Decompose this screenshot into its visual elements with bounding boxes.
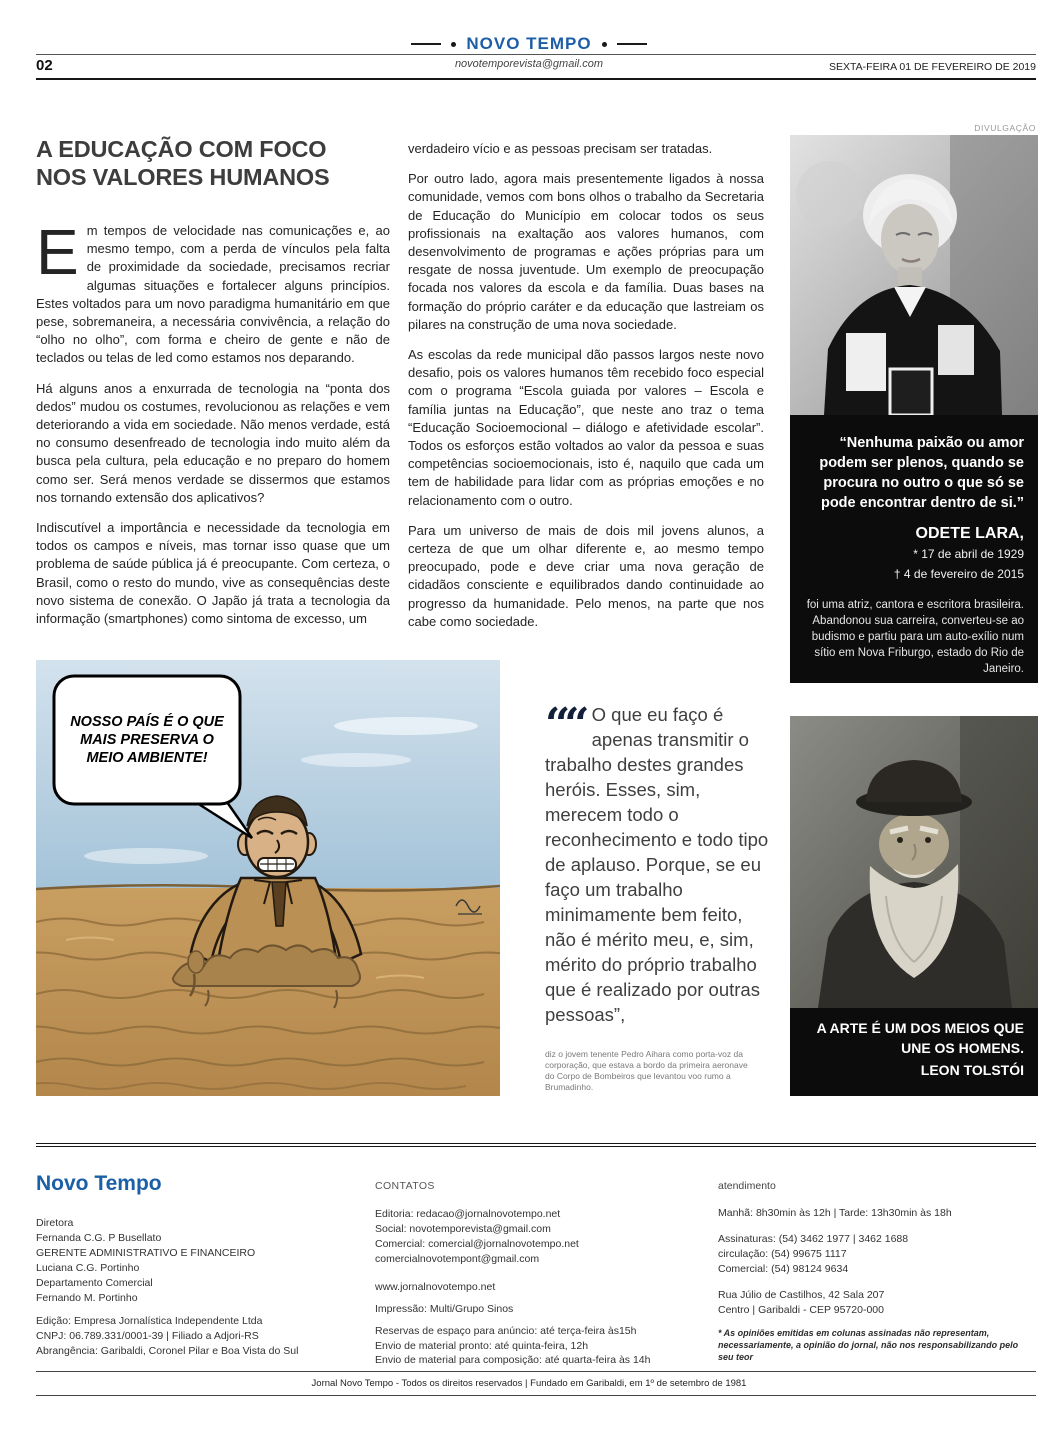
contacts-title: CONTATOS — [375, 1180, 435, 1192]
article-paragraph: Por outro lado, agora mais presentemente ligados à nossa comunidade, vemos com bons olhos o trabalho da Secretaria de Educação do Município em colocar todos os seus profissionais na exaltação aos valores humanos, com desenvolvimento de programas e ações próprias para um resgate de nossa juventude. Um exemplo de preocupação focada nos valores da escola e da família. Duas bases na formação do próprio caráter e da educação que lastreiam os pilares na construção de uma nova sociedade. — [408, 171, 764, 332]
company-line: CNPJ: 06.789.331/0001-39 | Filiado a Adjori-RS — [36, 1330, 259, 1342]
tolstoi-box — [790, 716, 1038, 1096]
odete-bio: foi uma atriz, cantora e escritora brasileira. Abandonou sua carreira, converteu-se ao budismo e partiu para um auto-exílio num sítio em Nova Friburgo, estado do Rio de Janeiro. — [806, 599, 1024, 675]
masthead-dot-right-icon — [602, 42, 607, 47]
article-paragraph: Para um universo de mais de dois mil jovens alunos, a certeza de que um olhar diferente e, ao mesmo tempo preocupado, pode e deve criar uma nova geração de cidadãos consciente e equilibrados dando continuidade ao progresso da humanidade. Pelo menos, na parte que nos cabe como sociedade. — [408, 522, 764, 629]
phone-line: Assinaturas: (54) 3462 1977 | 3462 1688 — [718, 1233, 909, 1245]
footer-deadlines — [375, 1324, 651, 1368]
contact-line[interactable]: Social: novotemporevista@gmail.com — [375, 1223, 551, 1235]
company-line: Abrangência: Garibaldi, Coronel Pilar e Boa Vista do Sul — [36, 1345, 299, 1357]
masthead — [0, 34, 1058, 54]
staff-line: Departamento Comercial — [36, 1277, 153, 1289]
footer-phones — [718, 1232, 908, 1277]
article-headline: A EDUCAÇÃO COM FOCO NOS VALORES HUMANOS — [36, 136, 330, 190]
footer-rule-top-2 — [36, 1146, 1036, 1147]
pull-quote-text: O que eu faço é apenas transmitir o trabalho destes grandes heróis. Esses, sim, merecem todo o reconhecimento e todo tipo de aplauso. Porque, se eu faço um trabalho minimamente bem feito, não é mérito meu, e, sim, mérito do próprio trabalho que é realizado por outras pessoas”, — [545, 704, 769, 1025]
footer-address — [718, 1288, 884, 1318]
paragraph-text: m tempos de velocidade nas comunicações e, ao mesmo tempo, com a perda de vínculos pela falta de proximidade da sociedade, precisamos recriar algumas situações e fortalecer alguns princípios. Estes voltados para um novo paradigma humanitário em que pese, sobremaneira, a necessária convivência, a relação do “olho no olho”, com forma e cheiro de gente e não de teclados ou telas de led como estamos nos deparando. — [36, 223, 390, 366]
pull-quote — [545, 699, 773, 1093]
article-paragraph: As escolas da rede municipal dão passos largos neste novo desafio, pois os valores humanos têm recebido foco especial com o programa “Escola guiada por valores – Escola e família juntas na Educação”, que neste ano traz o tema “Educação Socioemocional – diálogo e afetividade escolar”. Todos os esforços estão voltados ao valor da pessoa e suas competências socioemocionais, isto é, naquilo que cada um tem de habilidade para lidar com as próprias emoções e no relacionamento com o outro. — [408, 347, 764, 508]
staff-line: Fernando M. Portinho — [36, 1292, 138, 1304]
odete-lara-photo — [790, 135, 1038, 415]
article-paragraph: Há alguns anos a enxurrada de tecnologia na “ponta dos dedos” mudou os costumes, revolucionou as relações e vem deteriorando a vida em sociedade. Não menos verdade, está no consumo desenfreado de tecnologia indo muito além da busca pela cultura, pela educação e no preparo do homem como ser. Será menos verdade se dissermos que estamos nos tornando extensão dos aplicativos? — [36, 380, 390, 505]
staff-line: GERENTE ADMINISTRATIVO E FINANCEIRO — [36, 1247, 256, 1259]
footer-company — [36, 1314, 298, 1359]
staff-line: Fernanda C.G. P Busellato — [36, 1232, 162, 1244]
odete-name: ODETE LARA, — [915, 525, 1024, 542]
phone-line: circulação: (54) 99675 1117 — [718, 1248, 847, 1260]
drop-cap: E — [36, 216, 79, 288]
footer-printing: Impressão: Multi/Grupo Sinos — [375, 1303, 514, 1315]
odete-death: † 4 de fevereiro de 2015 — [893, 567, 1024, 581]
header-rule-bottom — [36, 78, 1036, 80]
footer-staff — [36, 1216, 255, 1306]
footer-contacts — [375, 1207, 579, 1267]
article-column-1 — [36, 216, 390, 640]
speech-bubble-text: NOSSO PAÍS É O QUE MAIS PRESERVA O MEIO AMBIENTE! — [70, 714, 224, 766]
odete-lara-box — [790, 135, 1038, 683]
photo-credit: DIVULGAÇÃO — [974, 123, 1036, 133]
masthead-rule-right — [617, 43, 647, 45]
deadline-line: Envio de material pronto: até quinta-feira, 12h — [375, 1339, 589, 1352]
footer-rule-bottom-2 — [36, 1395, 1036, 1396]
odete-birth: * 17 de abril de 1929 — [913, 547, 1024, 561]
article-column-2 — [408, 140, 764, 643]
contact-line[interactable]: Comercial: comercial@jornalnovotempo.net — [375, 1238, 579, 1250]
deadline-line: Reservas de espaço para anúncio: até terça-feira às15h — [375, 1325, 637, 1337]
contact-line[interactable]: comercialnovotempont@gmail.com — [375, 1253, 540, 1265]
contact-line[interactable]: Editoria: redacao@jornalnovotempo.net — [375, 1208, 561, 1220]
service-title: atendimento — [718, 1180, 776, 1192]
page-number: 02 — [36, 57, 53, 74]
masthead-title: NOVO TEMPO — [466, 34, 592, 53]
company-line: Edição: Empresa Jornalística Independente Ltda — [36, 1315, 263, 1327]
tolstoi-author: LEON TOLSTÓI — [920, 1062, 1024, 1078]
address-line: Centro | Garibaldi - CEP 95720-000 — [718, 1304, 884, 1316]
deadline-line: Envio de material para composição: até quarta-feira às 14h — [375, 1354, 651, 1366]
masthead-dot-left-icon — [451, 42, 456, 47]
masthead-email[interactable]: novotemporevista@gmail.com — [454, 58, 604, 70]
footer-disclaimer: * As opiniões emitidas em colunas assinadas não representam, necessariamente, a opinião do jornal, não nos responsabilizando pelo seu teor — [718, 1328, 1019, 1362]
address-line: Rua Júlio de Castilhos, 42 Sala 207 — [718, 1289, 885, 1301]
footer-logo: Novo Tempo — [36, 1172, 162, 1195]
footer-hours: Manhã: 8h30min às 12h | Tarde: 13h30min às 18h — [718, 1207, 952, 1219]
article-paragraph — [36, 216, 390, 368]
pull-quote-attribution: diz o jovem tenente Pedro Aihara como porta-voz da corporação, que estava a bordo da primeira aeronave do Corpo de Bombeiros que levantou voo rumo a Brumadinho. — [545, 1049, 748, 1092]
footer-website[interactable]: www.jornalnovotempo.net — [375, 1281, 496, 1293]
article-paragraph: verdadeiro vício e as pessoas precisam ser tratadas. — [408, 141, 713, 156]
footer-rule-top-1 — [36, 1143, 1036, 1144]
tolstoi-photo — [790, 716, 1038, 1008]
quote-icon: ““ — [545, 699, 584, 750]
staff-line: Luciana C.G. Portinho — [36, 1262, 140, 1274]
phone-line: Comercial: (54) 98124 9634 — [718, 1263, 849, 1275]
staff-line: Diretora — [36, 1217, 74, 1229]
tolstoi-quote: A ARTE É UM DOS MEIOS QUE UNE OS HOMENS. — [816, 1020, 1024, 1056]
article-paragraph: Indiscutível a importância e necessidade da tecnologia em todos os campos e níveis, mas tornar isso quase que um problema de saúde pública já é preocupante. Com certeza, o Brasil, como o resto do mundo, vive as consequências deste novo sistema de conexão. O Japão já trata a tecnologia da informação (smartphones) como sintoma de excesso, um — [36, 520, 390, 627]
masthead-rule-left — [411, 43, 441, 45]
odete-quote: “Nenhuma paixão ou amor podem ser plenos, quando se procura no outro o que só se pode encontrar dentro de si.” — [819, 435, 1024, 511]
footer-rule-bottom-1 — [36, 1371, 1036, 1372]
footer-bottom-line: Jornal Novo Tempo - Todos os direitos reservados | Fundado em Garibaldi, em 1º de setembro de 1981 — [311, 1378, 747, 1389]
header-rule-top — [36, 54, 1036, 55]
issue-date: SEXTA-FEIRA 01 DE FEVEREIRO DE 2019 — [829, 61, 1036, 73]
